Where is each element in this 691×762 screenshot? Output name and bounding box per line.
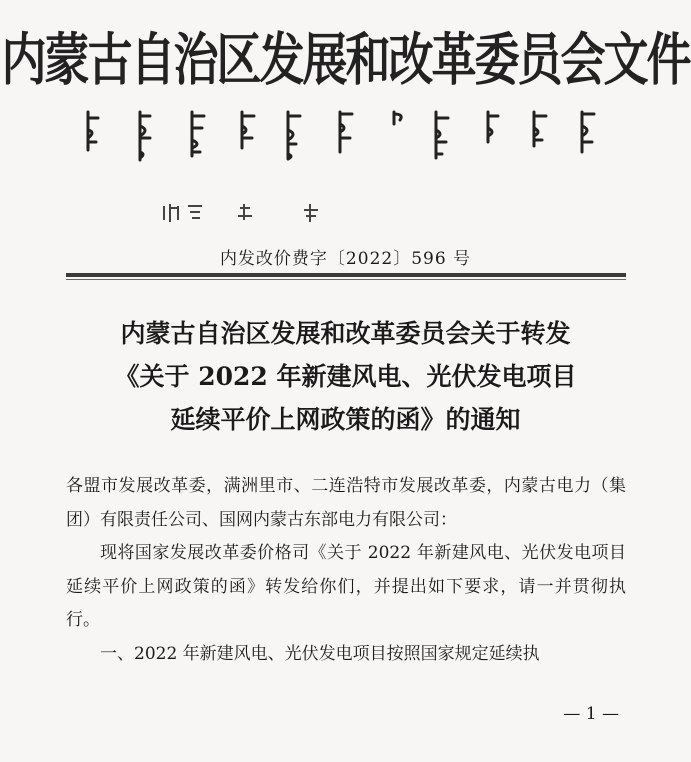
document-number: 内发改价费字〔2022〕596 号 bbox=[219, 249, 472, 269]
header-rule-thick bbox=[66, 273, 626, 277]
header-rule-thin bbox=[66, 279, 626, 280]
stamp-marks-graphic bbox=[160, 200, 360, 224]
document-header-title: 内蒙古自治区发展和改革委员会文件 bbox=[1, 26, 690, 93]
title-line-2: 《关于 2022 年新建风电、光伏发电项目 bbox=[114, 362, 577, 391]
mongolian-script-header bbox=[84, 108, 624, 164]
document-title bbox=[0, 312, 691, 441]
page-number: — 1 — bbox=[563, 704, 619, 724]
faint-stamp-marks bbox=[160, 200, 360, 224]
title-line-1: 内蒙古自治区发展和改革委员会关于转发 bbox=[120, 319, 571, 348]
document-body bbox=[66, 470, 626, 671]
body-paragraph-2: 一、2022 年新建风电、光伏发电项目按照国家规定延续执 bbox=[100, 643, 540, 664]
body-paragraph-1: 现将国家发展改革委价格司《关于 2022 年新建风电、光伏发电项目延续平价上网政策的函》转发给你们，并提出如下要求，请一并贯彻执行。 bbox=[66, 543, 626, 630]
title-line-3: 延续平价上网政策的函》的通知 bbox=[170, 405, 521, 434]
recipients-paragraph: 各盟市发展改革委，满洲里市、二连浩特市发展改革委，内蒙古电力（集团）有限责任公司、国网内蒙古东部电力有限公司： bbox=[66, 476, 626, 530]
mongolian-script-graphic bbox=[84, 108, 624, 164]
